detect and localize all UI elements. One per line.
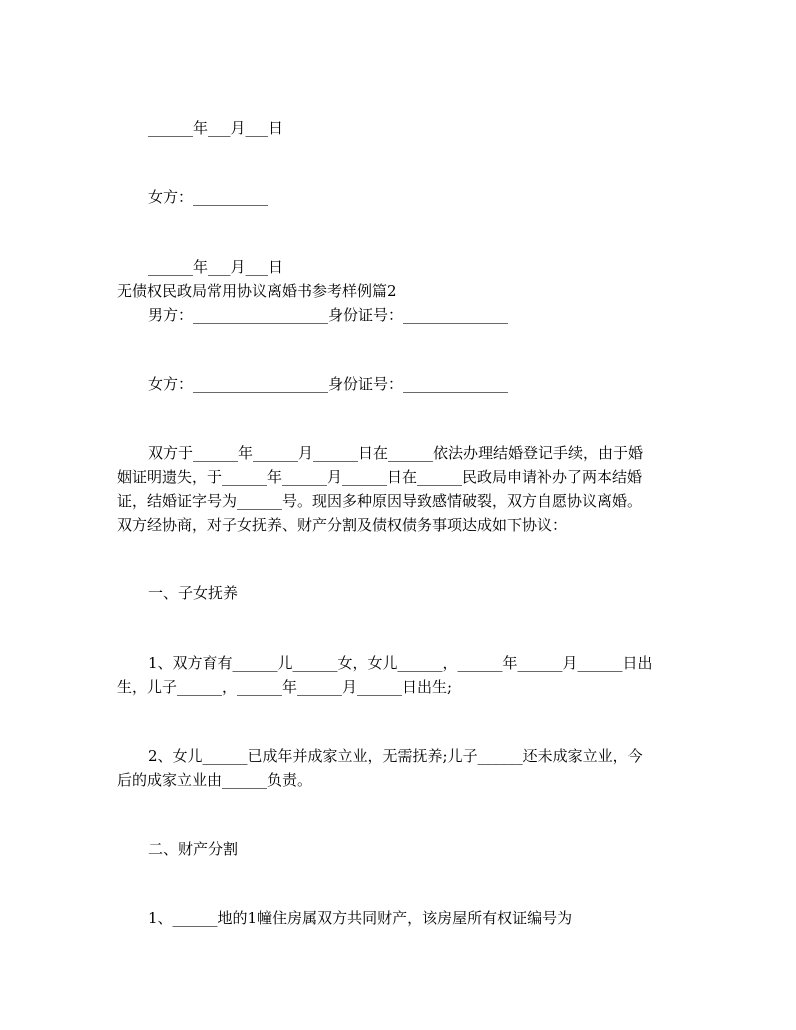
female-party-line: 女方：__________________身份证号：______________	[148, 375, 509, 393]
paragraph-line: 生，儿子______，______年______月______日出生;	[117, 678, 453, 696]
date-line: ______年___月___日	[148, 258, 284, 276]
section-heading: 二、财产分割	[148, 840, 239, 858]
section-heading: 一、子女抚养	[148, 584, 239, 602]
paragraph-line: 姻证明遗失，于______年______月______日在______民政局申请补办了两本结婚	[117, 468, 643, 486]
paragraph-line: 证，结婚证字号为______号。现因多种原因导致感情破裂，双方自愿协议离婚。	[117, 492, 643, 510]
paragraph-line: 双方于______年______月______日在______依法办理结婚登记手续，由于婚	[148, 444, 644, 462]
male-party-line: 男方：__________________身份证号：______________	[148, 306, 509, 324]
female-party-line: 女方：__________	[148, 188, 269, 206]
paragraph-line: 后的成家立业由______负责。	[117, 771, 313, 789]
paragraph-line: 2、女儿______已成年并成家立业，无需抚养;儿子______还未成家立业，今	[148, 747, 643, 765]
paragraph-line: 1、______地的1幢住房属双方共同财产，该房屋所有权证编号为	[148, 909, 573, 927]
date-line: ______年___月___日	[148, 119, 284, 137]
paragraph-line: 双方经协商，对子女抚养、财产分割及债权债务事项达成如下协议：	[117, 516, 568, 534]
paragraph-line: 1、双方育有______儿______女，女儿______，______年______月______日出	[148, 654, 653, 672]
section-title: 无债权民政局常用协议离婚书参考样例篇2	[117, 282, 397, 300]
